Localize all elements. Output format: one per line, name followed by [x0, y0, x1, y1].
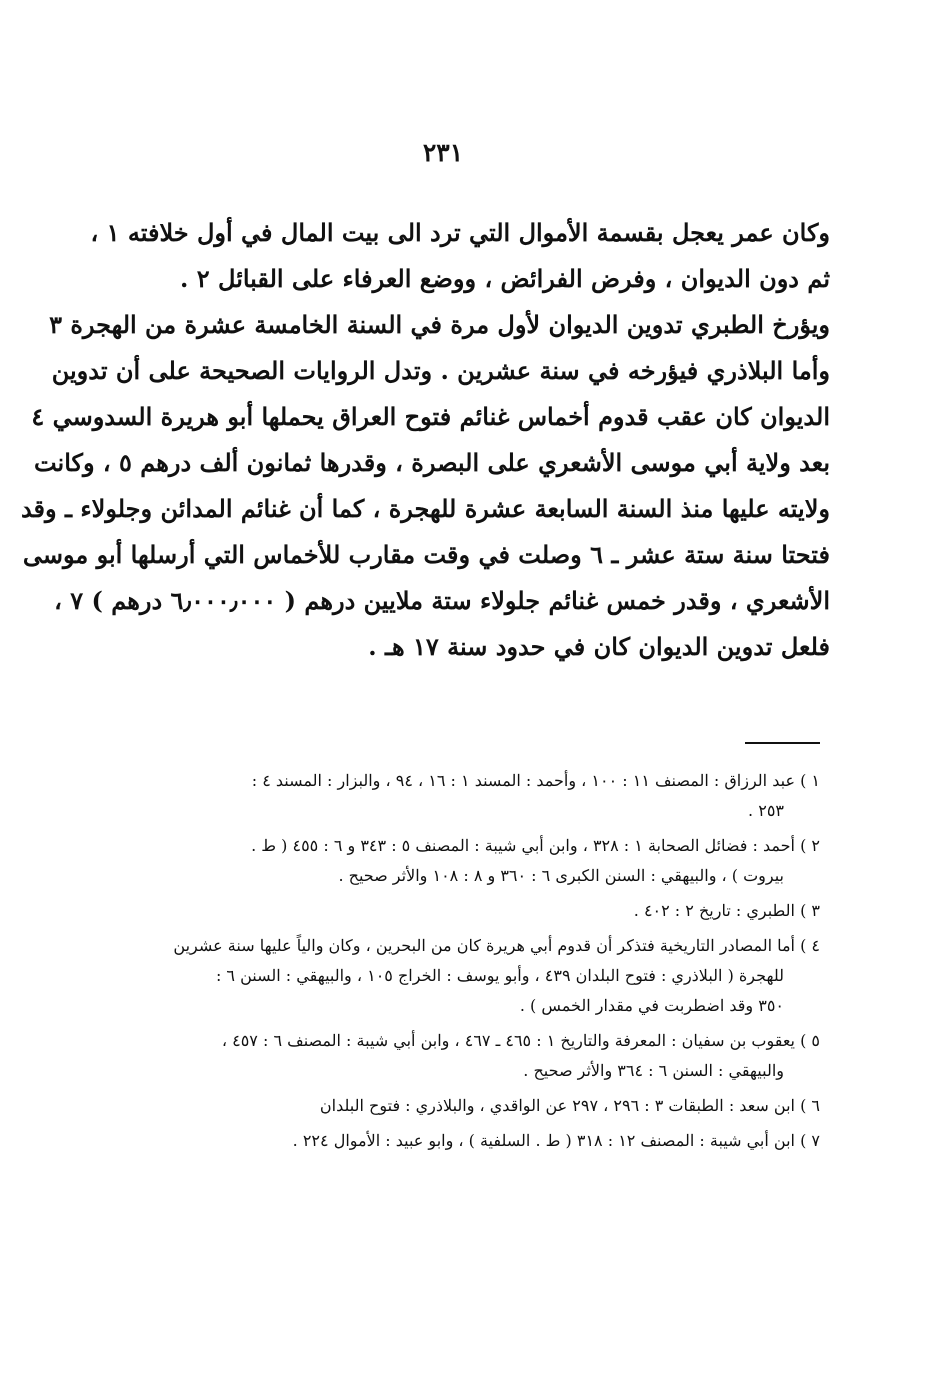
footnote-line: ١ ) عبد الرزاق : المصنف ١١ : ١٠٠ ، وأحمد : المسند ١ : ١٦ ، ٩٤ ، والبزار : المسند ٤ :	[251, 771, 820, 790]
footnote-line: والبيهقي : السنن ٦ : ٣٦٤ والأثر صحيح .	[523, 1061, 784, 1080]
footnote-line: للهجرة ( البلاذري : فتوح البلدان ٤٣٩ ، وأبو يوسف : الخراج ١٠٥ ، والبيهقي : السنن ٦ :	[215, 966, 784, 985]
footnote-6	[130, 1091, 820, 1121]
footnote-1	[130, 766, 820, 826]
footnote-line: ٣ ) الطبري : تاريخ ٢ : ٤٠٢ .	[633, 901, 820, 920]
text-line: ثم دون الديوان ، وفرض الفرائض ، ووضع العرفاء على القبائل ٢ .	[180, 264, 830, 293]
text-line: فتحتا سنة ستة عشر ـ ٦ وصلت في وقت مقارب للأخماس التي أرسلها أبو موسى	[22, 540, 830, 569]
footnote-separator	[745, 742, 820, 744]
text-line: بعد ولاية أبي موسى الأشعري على البصرة ، وقدرها ثمانون ألف درهم ٥ ، وكانت	[33, 448, 830, 477]
footnote-3	[130, 896, 820, 926]
footnote-2	[130, 831, 820, 891]
footnote-line: ٧ ) ابن أبي شيبة : المصنف ١٢ : ٣١٨ ( ط . السلفية ) ، وابو عبيد : الأموال ٢٢٤ .	[292, 1131, 820, 1150]
text-line: ويؤرخ الطبري تدوين الديوان لأول مرة في السنة الخامسة عشرة من الهجرة ٣	[49, 310, 830, 339]
text-line: فلعل تدوين الديوان كان في حدود سنة ١٧ هـ .	[368, 632, 830, 661]
footnote-line: ٢ ) أحمد : فضائل الصحابة ١ : ٣٢٨ ، وابن أبي شيبة : المصنف ٥ : ٣٤٣ و ٦ : ٤٥٥ ( ط .	[251, 836, 820, 855]
footnote-line: ٦ ) ابن سعد : الطبقات ٣ : ٢٩٦ ، ٢٩٧ عن الواقدي ، والبلاذري : فتوح البلدان	[319, 1096, 820, 1115]
text-line: ولايته عليها منذ السنة السابعة عشرة للهجرة ، كما أن غنائم المدائن وجلولاء ـ وقد	[20, 494, 830, 523]
text-line: وأما البلاذري فيؤرخه في سنة عشرين . وتدل الروايات الصحيحة على أن تدوين	[51, 356, 830, 385]
footnote-line: ٢٥٣ .	[748, 801, 784, 820]
footnote-4	[130, 931, 820, 1021]
main-paragraph	[20, 210, 830, 670]
text-line: وكان عمر يعجل بقسمة الأموال التي ترد الى بيت المال في أول خلافته ١ ،	[90, 218, 830, 247]
footnote-line: ٣٥٠ وقد اضطربت في مقدار الخمس ) .	[519, 996, 784, 1015]
footnote-line: ٤ ) أما المصادر التاريخية فتذكر أن قدوم أبي هريرة كان من البحرين ، وكان والياً عليها سنة عشرين	[173, 936, 820, 955]
text-line: الديوان كان عقب قدوم أخماس غنائم فتوح العراق يحملها أبو هريرة السدوسي ٤	[31, 402, 830, 431]
footnote-line: ٥ ) يعقوب بن سفيان : المعرفة والتاريخ ١ : ٤٦٥ ـ ٤٦٧ ، وابن أبي شيبة : المصنف ٦ : ٤٥٧ ،	[221, 1031, 820, 1050]
text-line: الأشعري ، وقدر خمس غنائم جلولاء ستة ملايين درهم ( ٦٫٠٠٠٫٠٠٠ درهم ) ٧ ،	[54, 586, 830, 615]
footnote-7	[130, 1126, 820, 1156]
footnotes	[130, 766, 820, 1161]
footnote-line: بيروت ) ، والبيهقي : السنن الكبرى ٦ : ٣٦٠ و ٨ : ١٠٨ والأثر صحيح .	[338, 866, 784, 885]
footnote-5	[130, 1026, 820, 1086]
page-number: ٢٣١	[422, 138, 464, 167]
